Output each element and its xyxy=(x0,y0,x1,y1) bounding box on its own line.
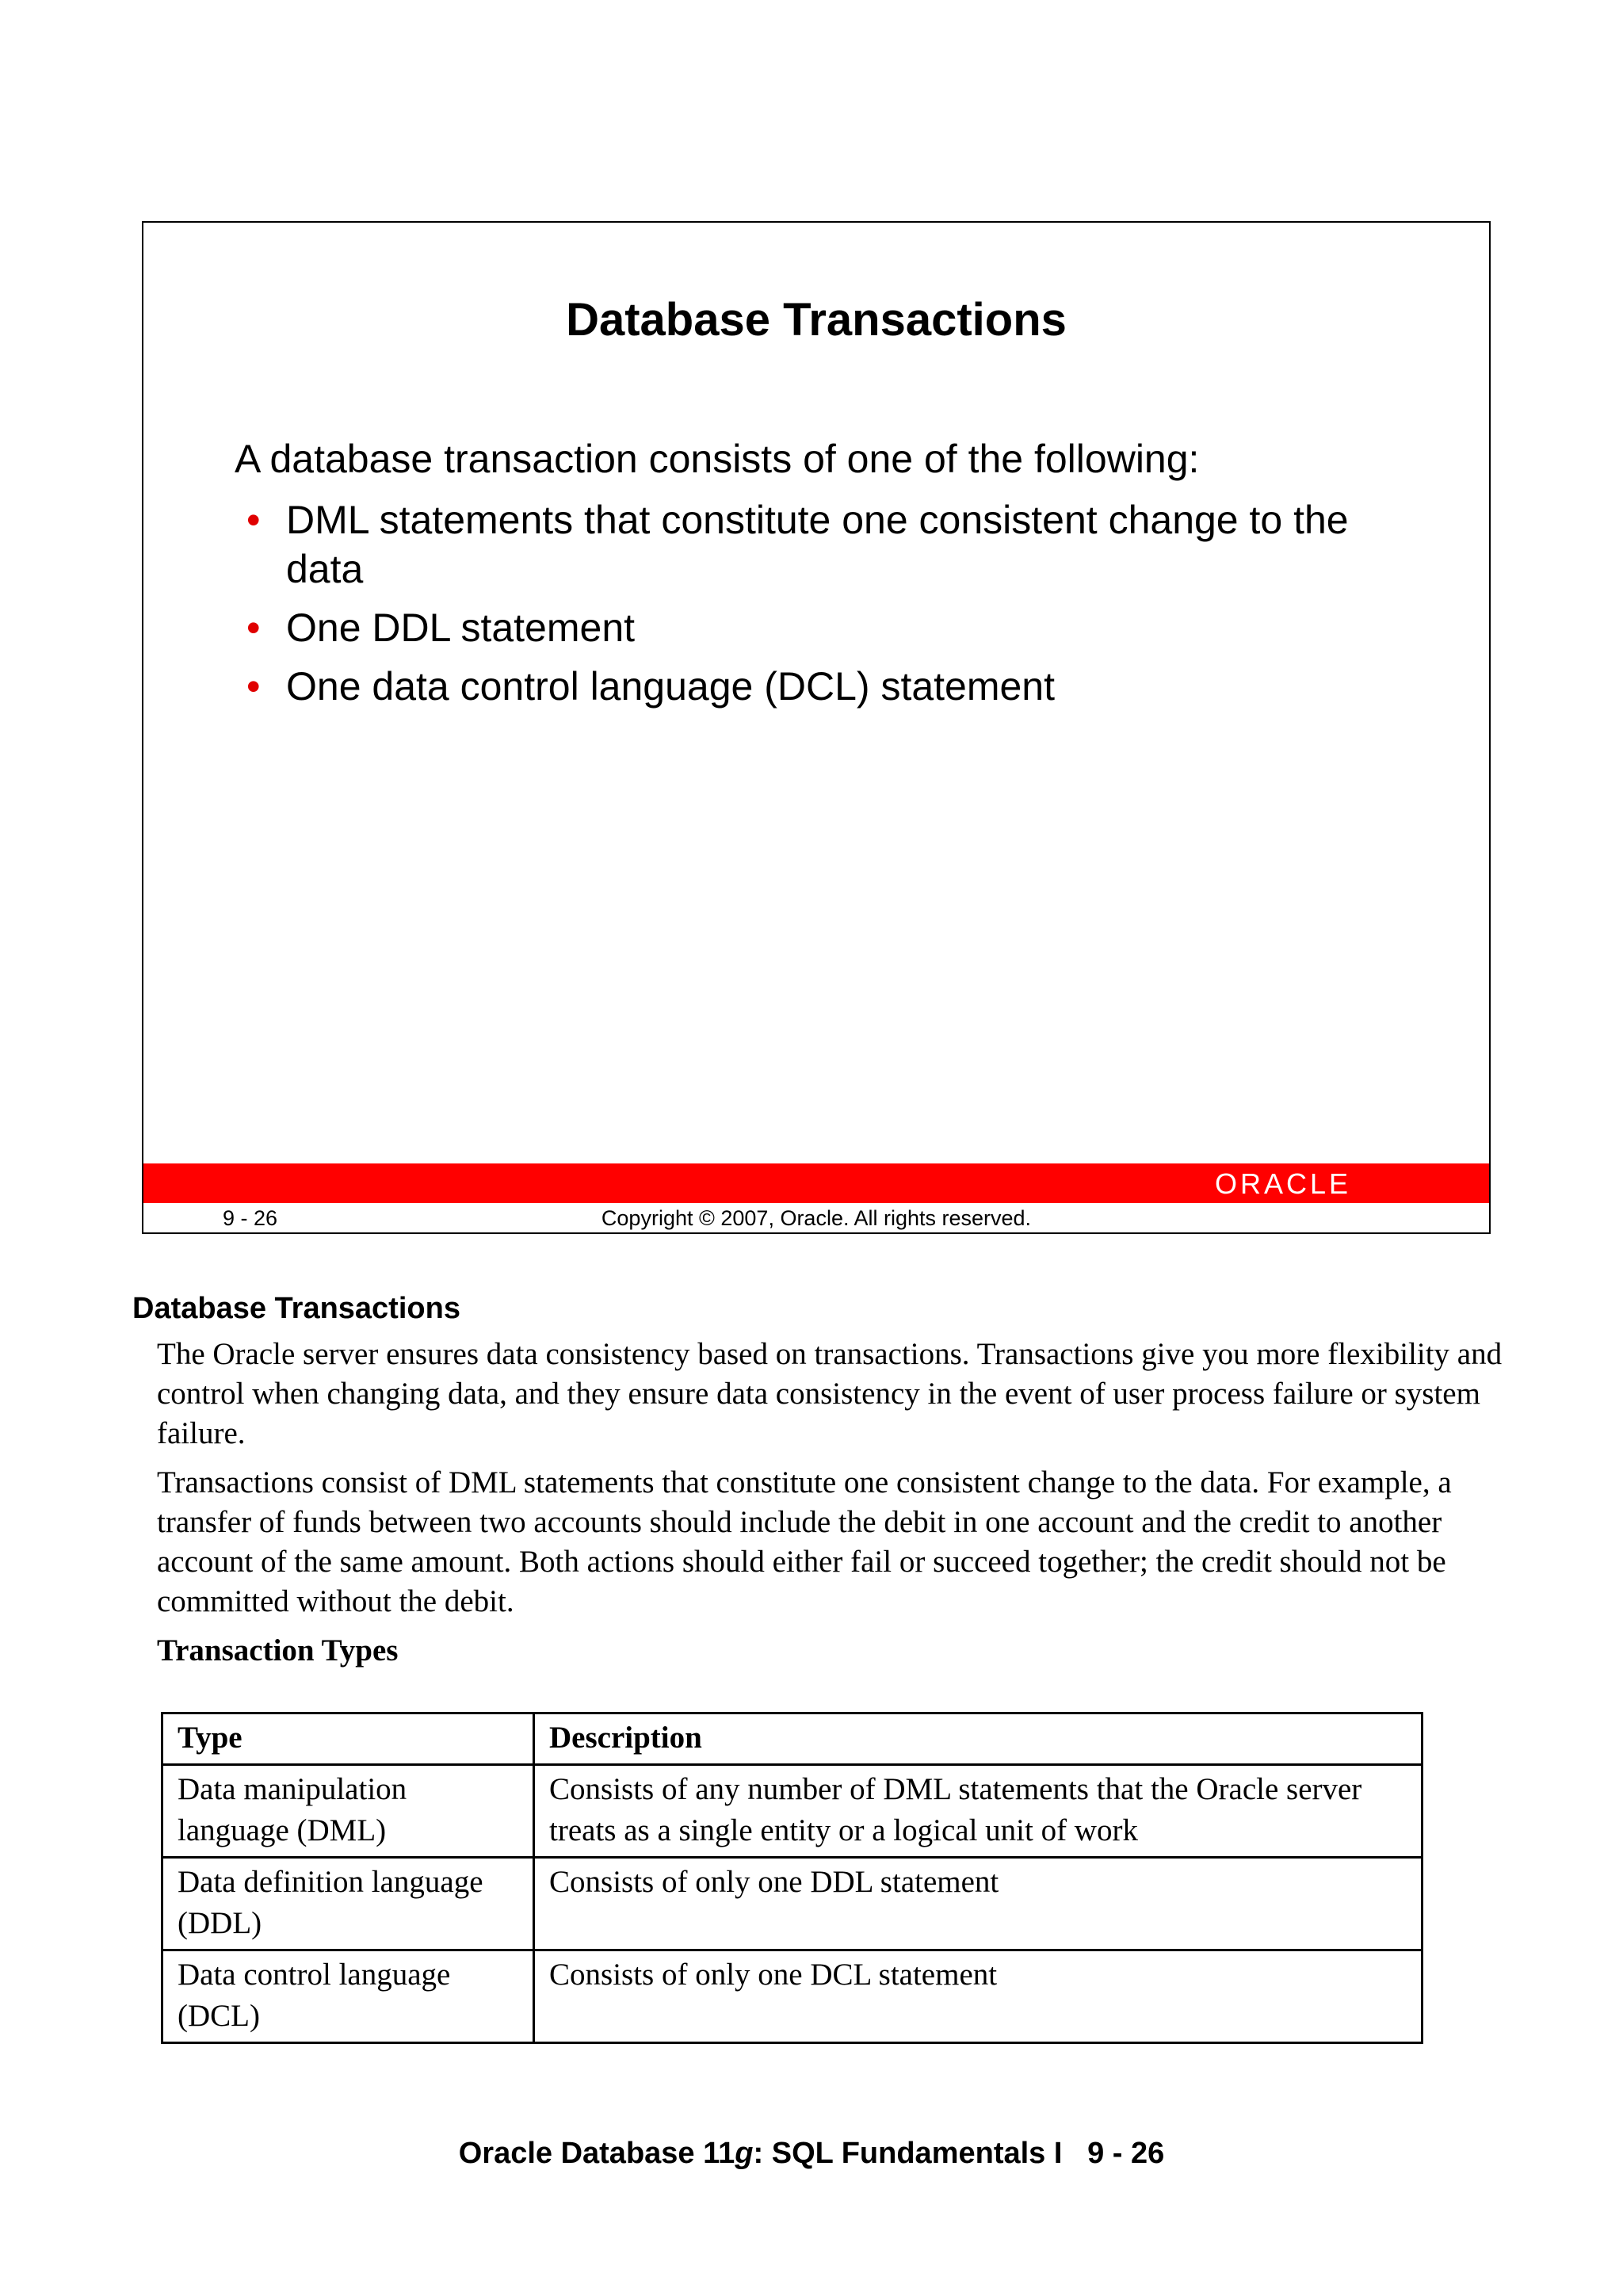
bullet-icon: • xyxy=(246,664,261,709)
notes-paragraph: Transactions consist of DML statements that constitute one consistent change to the data. For example, a transfer of funds between two accounts should include the debit in one account and the credit to another account of the same amount. Both actions should either fail or succeed together; the credit should not be committed without the debit. xyxy=(157,1465,1452,1618)
column-header-description: Description xyxy=(534,1713,1423,1765)
slide-copyright: Copyright © 2007, Oracle. All rights reserved. xyxy=(601,1206,1032,1230)
slide-bullet xyxy=(246,603,1356,652)
bullet-text: DML statements that constitute one consistent change to the data xyxy=(286,498,1349,591)
slide xyxy=(142,221,1491,1234)
table-header-row xyxy=(162,1713,1423,1765)
slide-bullet xyxy=(246,662,1356,711)
slide-bullet-list xyxy=(246,495,1356,720)
description-cell: Consists of only one DCL statement xyxy=(534,1950,1423,2043)
transaction-types-heading: Transaction Types xyxy=(157,1633,399,1668)
footer-page-label: : SQL Fundamentals I 9 - 26 xyxy=(753,2137,1165,2170)
slide-page-number: 9 - 26 xyxy=(223,1206,278,1230)
notes-paragraph: The Oracle server ensures data consistency based on transactions. Transactions give you more flexibility and control when changing data, and they ensure data consistency in the event of user process failure or system failure. xyxy=(157,1337,1503,1450)
table-row xyxy=(162,1950,1423,2043)
column-header-type: Type xyxy=(162,1713,534,1765)
table-row xyxy=(162,1765,1423,1858)
bullet-text: One data control language (DCL) statement xyxy=(286,664,1055,709)
notes-heading: Database Transactions xyxy=(132,1292,460,1325)
slide-title: Database Transactions xyxy=(566,294,1067,346)
description-cell: Consists of only one DDL statement xyxy=(534,1858,1423,1950)
description-cell: Consists of any number of DML statements that the Oracle server treats as a single entity or a logical unit of work xyxy=(534,1765,1423,1858)
bullet-icon: • xyxy=(246,606,261,650)
type-cell: Data control language (DCL) xyxy=(162,1950,534,2043)
slide-footer-bar xyxy=(143,1163,1489,1203)
table-row xyxy=(162,1858,1423,1950)
slide-bullet xyxy=(246,495,1356,594)
slide-intro: A database transaction consists of one of the following: xyxy=(235,437,1200,481)
oracle-logo: ORACLE xyxy=(1214,1167,1351,1200)
page-footer xyxy=(0,2137,1623,2171)
type-cell: Data definition language (DDL) xyxy=(162,1858,534,1950)
bullet-text: One DDL statement xyxy=(286,606,636,650)
bullet-icon: • xyxy=(246,498,261,542)
footer-book-version: g xyxy=(735,2137,754,2170)
footer-book-title: Oracle Database 11 xyxy=(458,2137,735,2170)
notes-body xyxy=(157,1335,1504,1680)
transaction-types-table xyxy=(161,1712,1423,2044)
type-cell: Data manipulation language (DML) xyxy=(162,1765,534,1858)
slide-footer xyxy=(143,1203,1489,1234)
